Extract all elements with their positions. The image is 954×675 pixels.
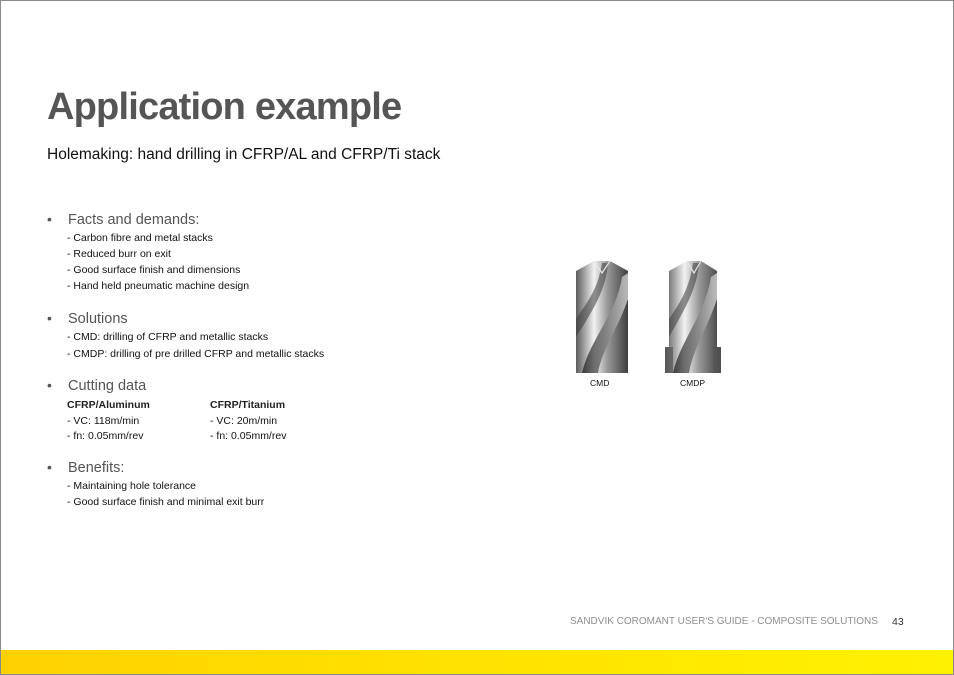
list-item: - Good surface finish and dimensions	[67, 264, 241, 276]
benefits-heading-row	[47, 460, 264, 476]
cutting-value: - VC: 20m/min	[210, 415, 278, 427]
cutting-data-grid	[67, 396, 367, 444]
list-item: - Good surface finish and minimal exit burr	[67, 496, 265, 508]
cmd-drill-image	[572, 259, 632, 373]
section-solutions	[47, 311, 324, 363]
cutting-value: - fn: 0.05mm/rev	[210, 430, 287, 442]
cutting-value: - VC: 118m/min	[67, 415, 140, 427]
section-cutting-data	[47, 378, 367, 444]
benefits-heading: Benefits:	[68, 460, 125, 476]
cmdp-drill-image	[663, 259, 723, 373]
page-number: 43	[892, 616, 904, 628]
list-item: - CMD: drilling of CFRP and metallic stacks	[67, 331, 269, 343]
bullet-icon: •	[47, 377, 52, 393]
cutting-value: - fn: 0.05mm/rev	[67, 430, 144, 442]
list-item: - Carbon fibre and metal stacks	[67, 232, 213, 244]
bullet-icon: •	[47, 211, 52, 227]
facts-heading: Facts and demands:	[68, 212, 200, 228]
cutting-col-heading: CFRP/Titanium	[210, 399, 286, 411]
page-title: Application example	[47, 86, 402, 128]
bullet-icon: •	[47, 310, 52, 326]
solutions-heading: Solutions	[68, 311, 128, 327]
list-item: - Hand held pneumatic machine design	[67, 280, 250, 292]
cutting-heading-row	[47, 378, 367, 394]
list-item: - Reduced burr on exit	[67, 248, 171, 260]
cutting-col-titanium	[210, 396, 286, 444]
facts-heading-row	[47, 212, 249, 228]
bullet-icon: •	[47, 459, 52, 475]
page-subtitle: Holemaking: hand drilling in CFRP/AL and CFRP/Ti stack	[47, 146, 441, 163]
cutting-heading: Cutting data	[68, 378, 147, 394]
section-benefits	[47, 460, 264, 510]
solutions-heading-row	[47, 311, 324, 327]
cmdp-label: CMDP	[680, 378, 706, 388]
list-item: - CMDP: drilling of pre drilled CFRP and metallic stacks	[67, 348, 325, 360]
list-item: - Maintaining hole tolerance	[67, 480, 196, 492]
section-facts	[47, 212, 249, 294]
cutting-col-aluminum	[67, 396, 150, 444]
cmd-label: CMD	[590, 378, 610, 388]
cutting-col-heading: CFRP/Aluminum	[67, 399, 150, 411]
footer-text: SANDVIK COROMANT USER'S GUIDE - COMPOSITE SOLUTIONS	[570, 616, 878, 627]
footer-color-band	[1, 650, 953, 674]
